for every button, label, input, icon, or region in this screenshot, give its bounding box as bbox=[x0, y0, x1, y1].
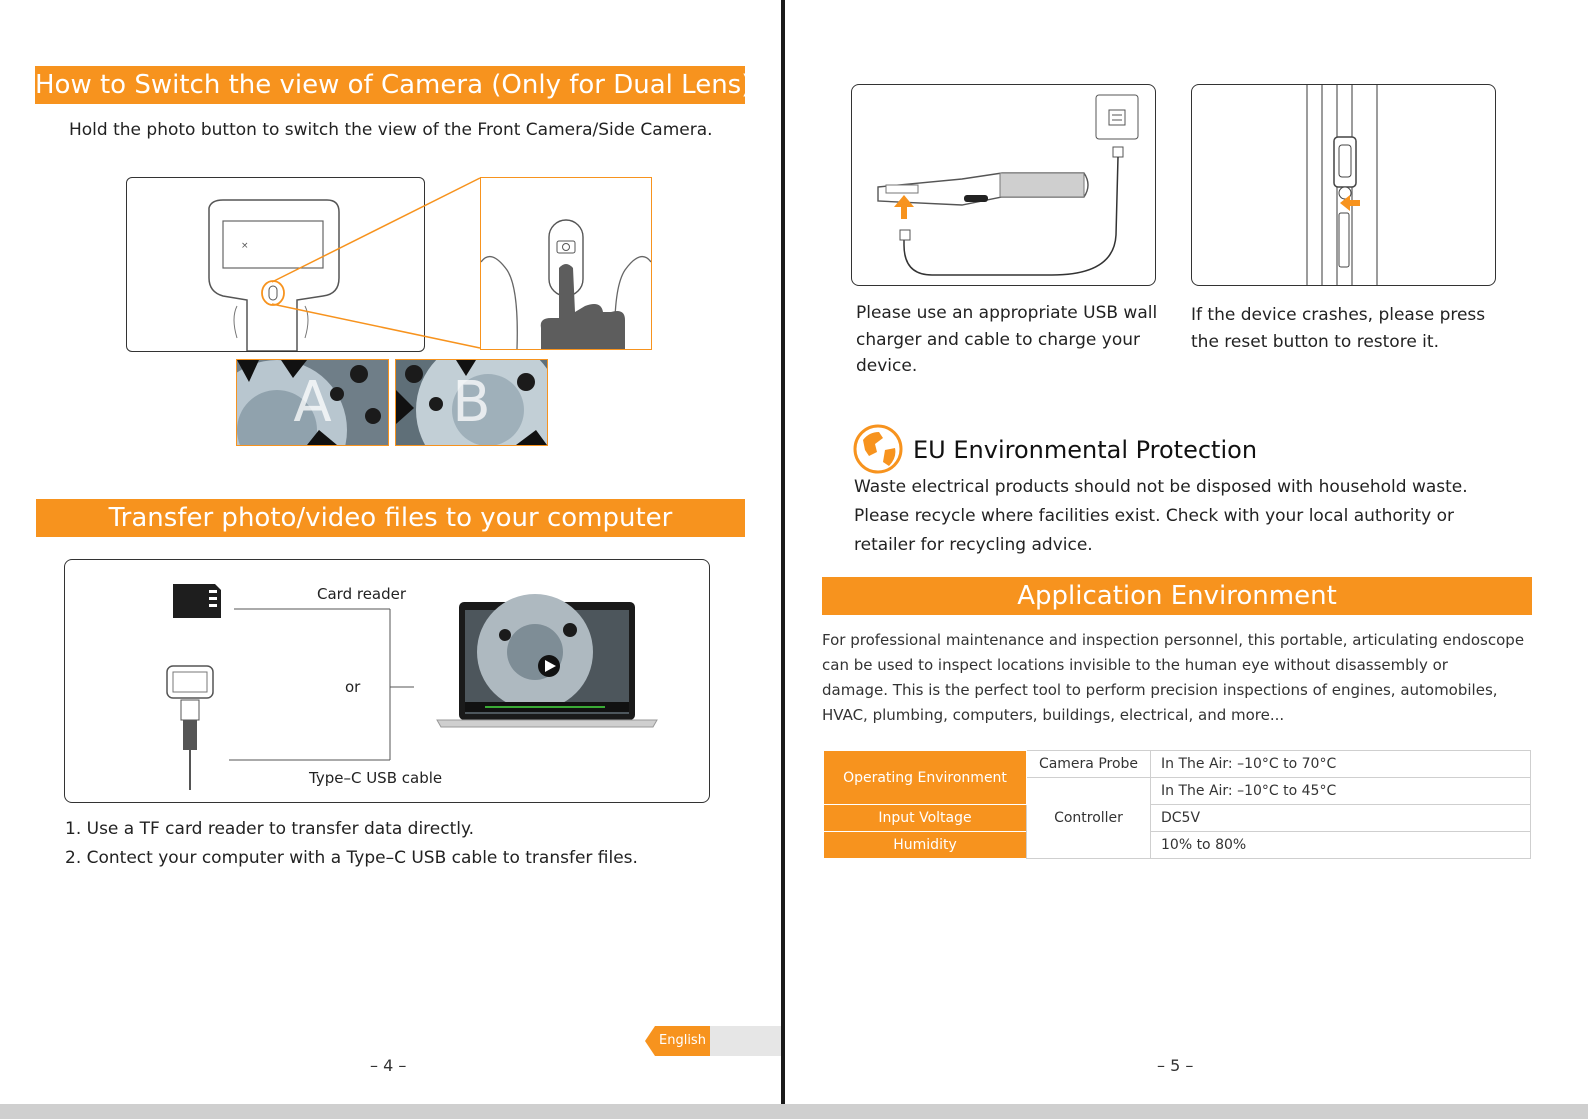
svg-text:×: × bbox=[241, 241, 249, 251]
card-reader-label: Card reader bbox=[317, 585, 407, 603]
table-row bbox=[824, 832, 1531, 859]
zoom-panel bbox=[480, 177, 652, 350]
voltage-value-cell: DC5V bbox=[1151, 805, 1531, 832]
language-tab-label: English bbox=[659, 1033, 706, 1048]
eu-protection-line-2: Please recycle where facilities exist. Check with your local authority or bbox=[854, 506, 1454, 526]
input-voltage-header: Input Voltage bbox=[824, 805, 1027, 832]
eu-protection-title: EU Environmental Protection bbox=[913, 436, 1258, 464]
controller-temp-cell: In The Air: –10°C to 45°C bbox=[1151, 778, 1531, 805]
application-line-2: can be used to inspect locations invisible to the human eye without disassembly or bbox=[822, 656, 1448, 674]
usb-cable-label: Type–C USB cable bbox=[309, 769, 443, 787]
transfer-banner bbox=[36, 499, 745, 537]
laptop bbox=[437, 594, 657, 727]
zoom-lines bbox=[260, 176, 485, 352]
front-camera-view bbox=[236, 359, 389, 446]
page-number-right: – 5 – bbox=[1157, 1056, 1194, 1075]
view-label-a: A bbox=[293, 370, 332, 435]
reset-caption-2: the reset button to restore it. bbox=[1191, 332, 1439, 352]
right-page bbox=[786, 0, 1588, 1119]
humidity-header: Humidity bbox=[824, 832, 1027, 859]
transfer-title: Transfer photo/video files to your computer bbox=[108, 503, 673, 533]
transfer-diagram bbox=[64, 559, 710, 803]
application-title: Application Environment bbox=[1017, 581, 1337, 611]
humidity-value-cell: 10% to 80% bbox=[1151, 832, 1531, 859]
table-row bbox=[824, 805, 1531, 832]
reset-caption-1: If the device crashes, please press bbox=[1191, 305, 1486, 325]
eu-protection-line-1: Waste electrical products should not be disposed with household waste. bbox=[854, 477, 1468, 497]
globe-icon bbox=[853, 424, 903, 474]
side-camera-view bbox=[395, 359, 548, 446]
transfer-step-1: 1. Use a TF card reader to transfer data directly. bbox=[65, 819, 475, 839]
charging-illustration bbox=[851, 84, 1156, 286]
controller-cell: Controller bbox=[1027, 778, 1151, 859]
application-line-3: damage. This is the perfect tool to perform precision inspections of engines, automobiles, bbox=[822, 681, 1498, 699]
view-label-b: B bbox=[452, 370, 491, 435]
table-row bbox=[824, 751, 1531, 778]
application-banner bbox=[822, 577, 1532, 615]
endoscope-device bbox=[167, 666, 213, 790]
charging-drawing bbox=[852, 85, 1155, 285]
switch-camera-banner bbox=[35, 66, 752, 104]
charging-caption-1: Please use an appropriate USB wall bbox=[856, 303, 1158, 323]
reset-illustration bbox=[1191, 84, 1496, 286]
application-line-4: HVAC, plumbing, computers, buildings, electrical, and more... bbox=[822, 706, 1285, 724]
page-bottom-edge bbox=[0, 1104, 1588, 1119]
camera-probe-cell: Camera Probe bbox=[1027, 751, 1151, 778]
hand-press-icon bbox=[481, 178, 651, 349]
switch-camera-instruction: Hold the photo button to switch the view of the Front Camera/Side Camera. bbox=[69, 120, 713, 140]
book-spine bbox=[781, 0, 785, 1119]
charging-caption-3: device. bbox=[856, 356, 918, 376]
or-label: or bbox=[345, 678, 361, 696]
page-number-left: – 4 – bbox=[370, 1056, 407, 1075]
operating-environment-header: Operating Environment bbox=[824, 751, 1027, 805]
switch-camera-title: How to Switch the view of Camera (Only for Dual Lens) bbox=[35, 70, 752, 100]
charging-caption-2: charger and cable to charge your bbox=[856, 330, 1140, 350]
left-page bbox=[0, 0, 782, 1119]
reset-drawing bbox=[1192, 85, 1495, 285]
eu-protection-line-3: retailer for recycling advice. bbox=[854, 535, 1093, 555]
language-tab[interactable] bbox=[645, 1026, 782, 1056]
spec-table bbox=[823, 750, 1531, 859]
transfer-step-2: 2. Contect your computer with a Type–C USB cable to transfer files. bbox=[65, 848, 638, 868]
application-line-1: For professional maintenance and inspection personnel, this portable, articulating endoscope bbox=[822, 631, 1525, 649]
sd-card-icon bbox=[173, 584, 221, 618]
camera-probe-temp-cell: In The Air: –10°C to 70°C bbox=[1151, 751, 1531, 778]
